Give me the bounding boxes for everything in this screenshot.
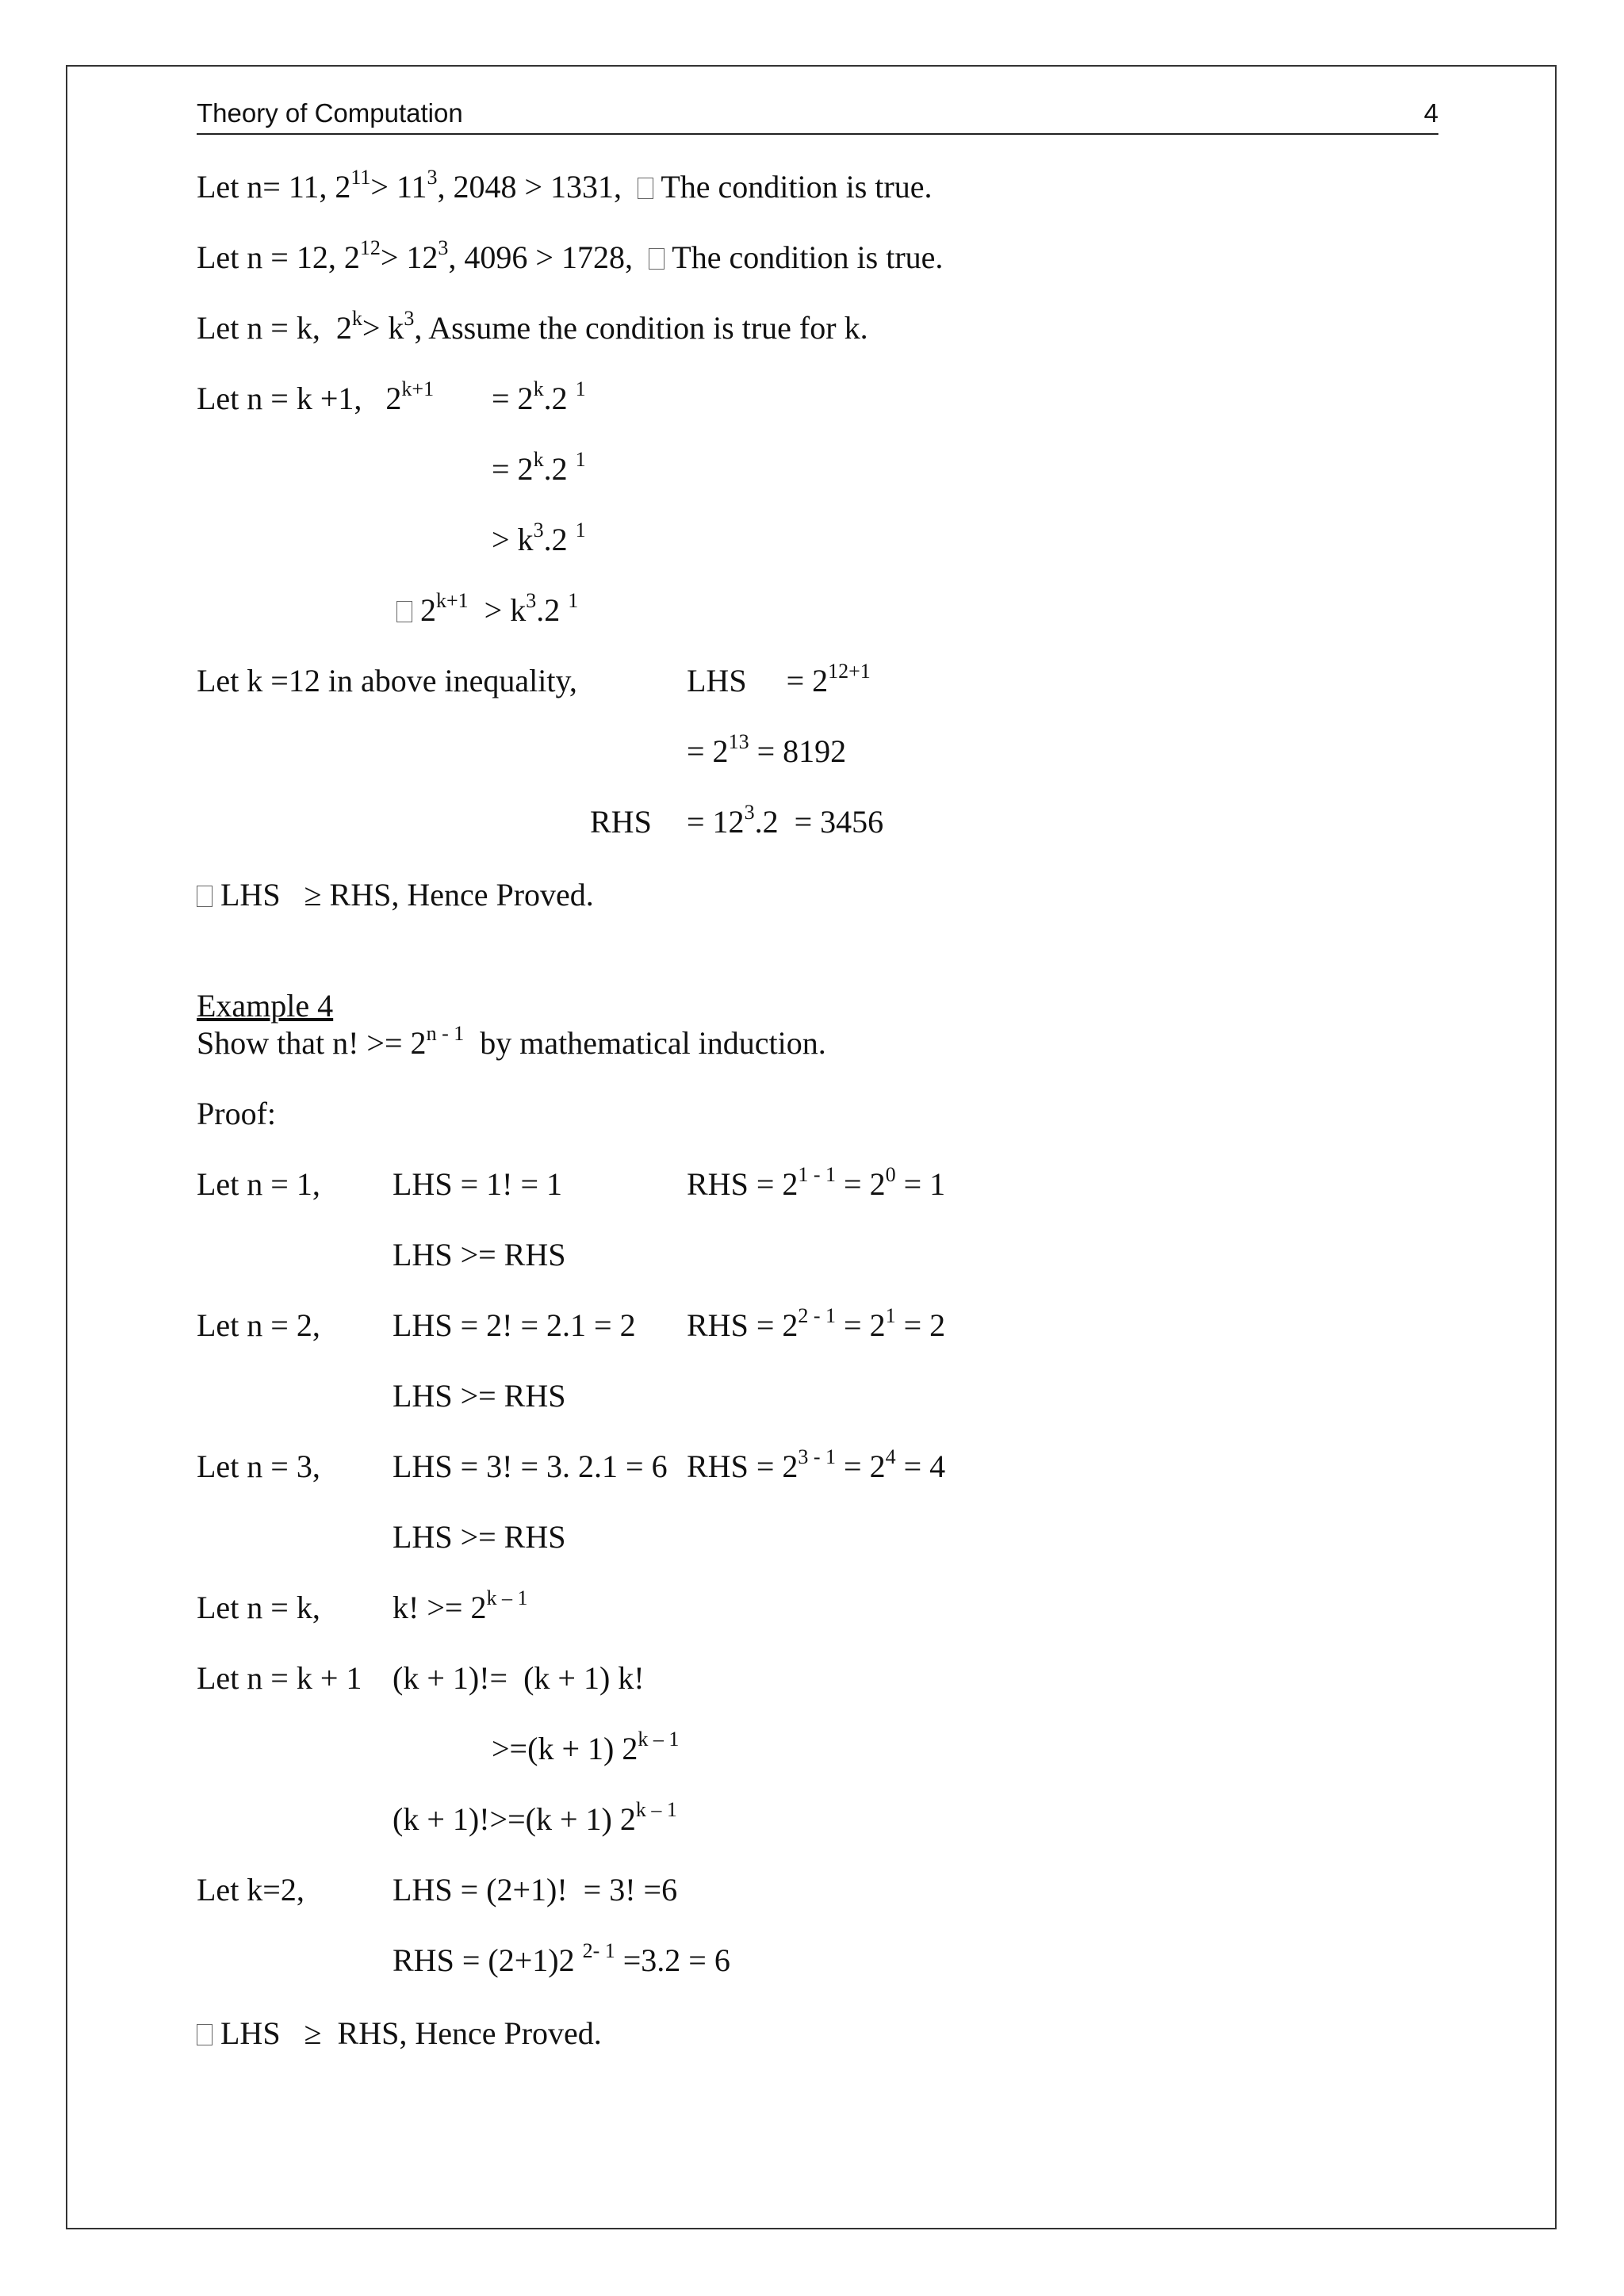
text-run: 2 [412, 592, 436, 628]
text-run: = 4 [895, 1448, 946, 1484]
text-run: by mathematical induction. [464, 1025, 826, 1061]
text-run: (k + 1)!= (k + 1) k! [393, 1660, 645, 1696]
superscript: 1 [568, 589, 579, 612]
math-line-l12 [197, 986, 333, 1026]
text-run: Let n = 2, [197, 1307, 320, 1343]
math-line-l15c [687, 1165, 945, 1204]
math-line-l21b [393, 1588, 527, 1628]
text-run: LHS = 1! = 1 [393, 1166, 563, 1202]
text-run: = 2 [836, 1307, 886, 1343]
text-run: Let k =12 in above inequality, [197, 663, 577, 698]
superscript: k [533, 448, 544, 471]
math-line-l17c [687, 1306, 945, 1345]
text-run: > k [362, 310, 404, 346]
math-line-l2 [197, 238, 943, 277]
math-line-l10a [590, 802, 652, 842]
math-line-l8b [687, 661, 871, 701]
superscript: 3 [744, 801, 755, 824]
text-run: .2 [543, 451, 576, 487]
example-heading: Example 4 [197, 988, 334, 1024]
math-line-l19c [687, 1447, 945, 1487]
text-run: Let n = k +1, 2 [197, 381, 402, 416]
text-run: = 2 [836, 1448, 886, 1484]
text-run: k! >= 2 [393, 1590, 487, 1625]
math-line-l4a [197, 379, 434, 419]
text-run: LHS >= RHS [393, 1519, 566, 1555]
superscript: k+1 [401, 377, 435, 400]
text-run: .2 [536, 592, 569, 628]
superscript: 1 [885, 1304, 896, 1327]
math-line-l25a [197, 1870, 304, 1910]
math-line-l15a [197, 1165, 320, 1204]
therefore-glyph-icon [197, 886, 213, 907]
text-run: = 2 [895, 1307, 946, 1343]
text-run: Let n = k, [197, 1590, 320, 1625]
text-run: = 2 [492, 381, 534, 416]
math-line-l11 [197, 875, 594, 915]
superscript: k [533, 377, 544, 400]
superscript: 0 [885, 1163, 896, 1186]
superscript: 1 - 1 [798, 1163, 837, 1186]
page-header [197, 97, 1438, 135]
text-run: Let n = k, 2 [197, 310, 352, 346]
text-run: = 2 [687, 733, 729, 769]
superscript: 2 - 1 [798, 1304, 837, 1327]
superscript: 1 [575, 377, 586, 400]
text-run: > k [468, 592, 527, 628]
math-line-l4b [492, 379, 586, 419]
text-run: = 2 [836, 1166, 886, 1202]
math-line-l8a [197, 661, 577, 701]
text-run: Let n = 1, [197, 1166, 320, 1202]
superscript: 1 [575, 448, 586, 471]
superscript: 2- 1 [582, 1939, 615, 1962]
text-run: = 2 [492, 451, 534, 487]
text-run: Let n = k + 1 [197, 1660, 362, 1696]
text-run: Proof: [197, 1096, 276, 1131]
math-line-l6 [492, 520, 586, 560]
text-run: RHS = (2+1)2 [393, 1942, 583, 1978]
math-line-l26 [393, 1941, 730, 1980]
text-run: LHS >= RHS [393, 1237, 566, 1272]
math-line-l25b [393, 1870, 677, 1910]
text-run: =3.2 = 6 [615, 1942, 730, 1978]
superscript: k – 1 [486, 1586, 528, 1609]
text-run: LHS ≥ RHS, Hence Proved. [213, 2015, 602, 2051]
text-run: LHS = 2 [687, 663, 829, 698]
text-run: RHS = 2 [687, 1166, 799, 1202]
text-run: Let k=2, [197, 1872, 304, 1908]
superscript: 3 [526, 589, 537, 612]
superscript: 3 [438, 236, 449, 259]
superscript: 3 [427, 166, 438, 189]
superscript: k – 1 [635, 1798, 677, 1821]
superscript: 12+1 [828, 660, 871, 683]
text-run: .2 [543, 522, 576, 557]
math-line-l21a [197, 1588, 320, 1628]
math-line-l22b [393, 1659, 645, 1698]
text-run: = 1 [895, 1166, 946, 1202]
text-run: LHS = 2! = 2.1 = 2 [393, 1307, 636, 1343]
text-run: The condition is true. [653, 169, 933, 205]
superscript: 1 [575, 519, 586, 541]
superscript: 13 [728, 730, 749, 753]
text-run: The condition is true. [664, 239, 944, 275]
text-run: , 4096 > 1728, [448, 239, 649, 275]
therefore-glyph-icon [197, 2024, 213, 2045]
therefore-glyph-icon [649, 248, 665, 270]
text-run: (k + 1)!>=(k + 1) 2 [393, 1801, 636, 1837]
text-run: > 11 [370, 169, 427, 205]
text-run: .2 [543, 381, 576, 416]
superscript: 3 [533, 519, 544, 541]
text-run: Let n = 12, 2 [197, 239, 360, 275]
text-run: Show that n! >= 2 [197, 1025, 427, 1061]
math-line-l24 [393, 1800, 677, 1839]
text-run: RHS [590, 804, 652, 840]
text-run: RHS = 2 [687, 1307, 799, 1343]
math-line-l13 [197, 1024, 826, 1063]
superscript: k – 1 [638, 1728, 680, 1751]
math-line-l19a [197, 1447, 320, 1487]
text-run: RHS = 2 [687, 1448, 799, 1484]
text-run: > 12 [380, 239, 439, 275]
text-run: .2 = 3456 [754, 804, 884, 840]
superscript: 12 [359, 236, 381, 259]
therefore-glyph-icon [396, 601, 412, 622]
math-line-l27 [197, 2014, 602, 2053]
math-line-l3 [197, 308, 868, 348]
text-run: LHS = (2+1)! = 3! =6 [393, 1872, 678, 1908]
math-line-l14 [197, 1094, 276, 1134]
math-line-l19b [393, 1447, 668, 1487]
superscript: 4 [885, 1445, 896, 1468]
text-run: Let n= 11, 2 [197, 169, 351, 205]
superscript: 11 [350, 166, 371, 189]
text-run: Let n = 3, [197, 1448, 320, 1484]
math-line-l17b [393, 1306, 636, 1345]
math-line-l15b [393, 1165, 562, 1204]
superscript: 3 [404, 307, 415, 330]
text-run: , 2048 > 1331, [437, 169, 638, 205]
superscript: k+1 [436, 589, 469, 612]
math-line-l23 [492, 1729, 679, 1769]
superscript: n - 1 [426, 1022, 465, 1045]
text-run: LHS >= RHS [393, 1378, 566, 1414]
page-number: 4 [1423, 98, 1438, 128]
header-title: Theory of Computation [197, 98, 463, 128]
text-run: , Assume the condition is true for k. [414, 310, 868, 346]
text-run: >=(k + 1) 2 [492, 1731, 638, 1766]
text-run: LHS ≥ RHS, Hence Proved. [213, 877, 594, 913]
text-run: LHS = 3! = 3. 2.1 = 6 [393, 1448, 668, 1484]
math-line-l18 [393, 1376, 566, 1416]
math-line-l10b [687, 802, 883, 842]
therefore-glyph-icon [638, 178, 653, 199]
math-line-l7 [396, 591, 578, 630]
math-line-l16 [393, 1235, 566, 1275]
math-line-l5 [492, 450, 586, 489]
superscript: k [351, 307, 362, 330]
math-line-l20 [393, 1517, 566, 1557]
math-line-l17a [197, 1306, 320, 1345]
math-line-l9 [687, 732, 846, 771]
text-run: > k [492, 522, 534, 557]
text-run: = 12 [687, 804, 745, 840]
math-line-l22a [197, 1659, 362, 1698]
text-run: = 8192 [749, 733, 847, 769]
math-line-l1 [197, 167, 933, 207]
superscript: 3 - 1 [798, 1445, 837, 1468]
